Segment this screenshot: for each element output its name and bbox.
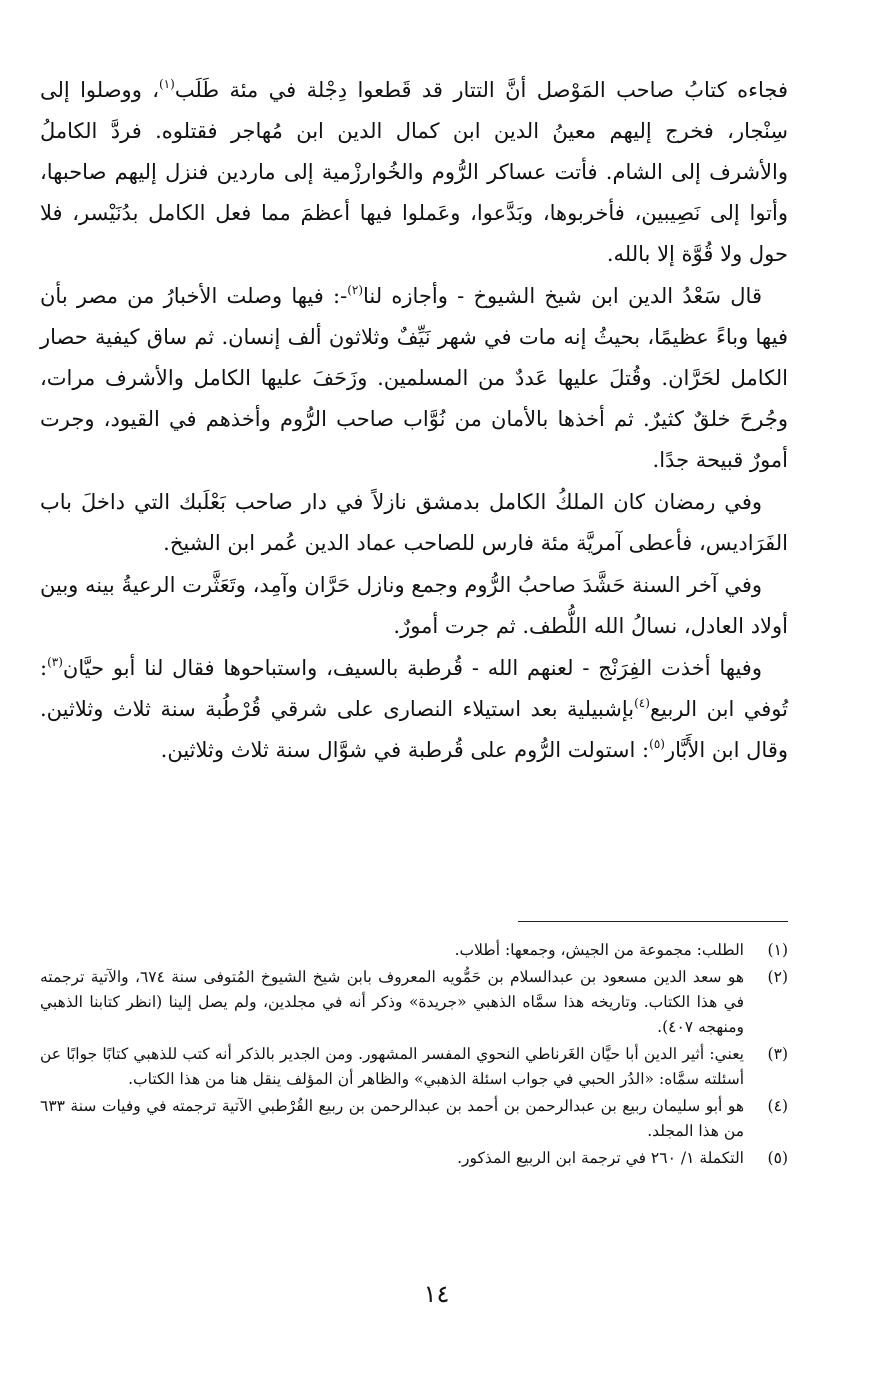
text-run: بإشبيلية بعد استيلاء النصارى على شرقي قُرْطُبة سنة ثلاث وثلاثين. وقال ابن الأَبَّار <box>40 697 788 762</box>
footnote-number: (١) <box>767 941 788 959</box>
footnote-reference: (٤) <box>634 696 650 710</box>
footnote-number: (٥) <box>767 1149 788 1167</box>
paragraph <box>40 482 788 564</box>
main-text <box>40 70 788 771</box>
footnote <box>40 1094 788 1144</box>
text-run: ، ووصلوا إلى سِنْجار، فخرج إليهم معينُ الدين ابن كمال الدين ابن مُهاجر فقتلوه. فردَّ الكاملُ والأشرف إلى الشام. فأتت عساكر الرُّوم والخُوارزْمية إلى ماردين فنزل إليهم صاحبها، وأتوا إلى نَصِيبين، فأخربوها، وبَدَّعوا، وعَملوا فيها أعظمَ مما فعل الكامل بدُنَيْسر، فلا حول ولا قُوَّة إلا بالله. <box>40 78 788 266</box>
text-run: وفي رمضان كان الملكُ الكامل بدمشق نازلاً في دار صاحب بَعْلَبك التي داخلَ باب الفَرَاديس، فأعطى آمريَّة مئة فارس للصاحب عماد الدين عُمر ابن الشيخ. <box>40 490 788 555</box>
footnote <box>40 965 788 1040</box>
page-body <box>40 70 788 771</box>
paragraph <box>40 276 788 481</box>
footnote-text: هو أبو سليمان ربيع بن عبدالرحمن بن أحمد بن عبدالرحمن بن ربيع القُرْطبي الآتية ترجمته في وفيات سنة ٦٣٣ من هذا المجلد. <box>40 1097 744 1140</box>
footnote-text: التكملة ١/ ٢٦٠ في ترجمة ابن الربيع المذكور. <box>457 1149 744 1167</box>
footnotes <box>40 938 788 1173</box>
text-run: فجاءه كتابُ صاحب المَوْصل أنَّ التتار قد قَطعوا دِجْلة في مئة طَلَب <box>174 78 788 102</box>
footnote <box>40 938 788 963</box>
text-run: قال سَعْدُ الدين ابن شيخ الشيوخ - وأجازه لنا <box>363 284 762 308</box>
footnote-text: هو سعد الدين مسعود بن عبدالسلام بن حَمُّويه المعروف بابن شيخ الشيوخ المُتوفى سنة ٦٧٤، والآتية ترجمته في هذا الكتاب. وتاريخه هذا سمَّاه الذهبي «جريدة» وذكر أنه في مجلدين، ولم يصل إلينا (انظر كتابنا الذهبي ومنهجه ٤٠٧). <box>40 968 745 1036</box>
footnote-reference: (٥) <box>649 737 665 751</box>
page-number: ١٤ <box>423 1280 450 1308</box>
text-run: وفي آخر السنة حَشَّدَ صاحبُ الرُّوم وجمع ونازل حَرَّان وآمِد، وتَعَثَّرت الرعيةُ بينه وبين أولاد العادل، نسالُ الله اللُّطف. ثم جرت أمورٌ. <box>40 573 788 638</box>
paragraph <box>40 565 788 647</box>
footnote-number: (٢) <box>767 968 788 986</box>
text-run: -: فيها وصلت الأخبارُ من مصر بأن فيها وباءً عظيمًا، بحيثُ إنه مات في شهر نَيِّفٌ وثلاثون ألف إنسان. ثم ساق كيفية حصار الكامل لحَرَّان. وقُتلَ عليها عَددٌ من المسلمين. وزَحَفَ عليها الكامل والأشرف مرات، وجُرحَ خلقٌ كثيرٌ. ثم أخذها بالأمان من نُوَّاب صاحب الرُّوم وأخذهم في القيود، وجرت أمورٌ قبيحة جدًا. <box>40 284 788 472</box>
footnote-text: يعني: أثير الدين أبا حيَّان الغَرناطي النحوي المفسر المشهور. ومن الجدير بالذكر أنه كتب للذهبي كتابًا جوابًا عن أسئلته سمَّاه: «الدُر الحبي في جواب اسئلة الذهبي» والظاهر أن المؤلف ينقل هنا من هذا الكتاب. <box>40 1045 744 1088</box>
text-run: : استولت الرُّوم على قُرطبة في شوَّال سنة ثلاث وثلاثين. <box>160 738 650 762</box>
footnote-reference: (٢) <box>347 283 364 297</box>
footnote-separator <box>518 921 788 922</box>
footnote-number: (٤) <box>767 1097 788 1115</box>
paragraph <box>40 648 788 771</box>
footnote-reference: (٣) <box>47 655 63 669</box>
footnote-text: الطلب: مجموعة من الجيش، وجمعها: أطلاب. <box>454 941 744 959</box>
footnote-number: (٣) <box>767 1045 788 1063</box>
footnote <box>40 1042 788 1092</box>
text-run: وفيها أخذت الفِرَنْج - لعنهم الله - قُرطبة بالسيف، واستباحوها فقال لنا أبو حيَّان <box>62 656 762 680</box>
footnote <box>40 1146 788 1171</box>
text-run: : تُوفي ابن الربيع <box>40 656 789 721</box>
footnote-reference: (١) <box>158 77 175 91</box>
paragraph <box>40 70 788 275</box>
